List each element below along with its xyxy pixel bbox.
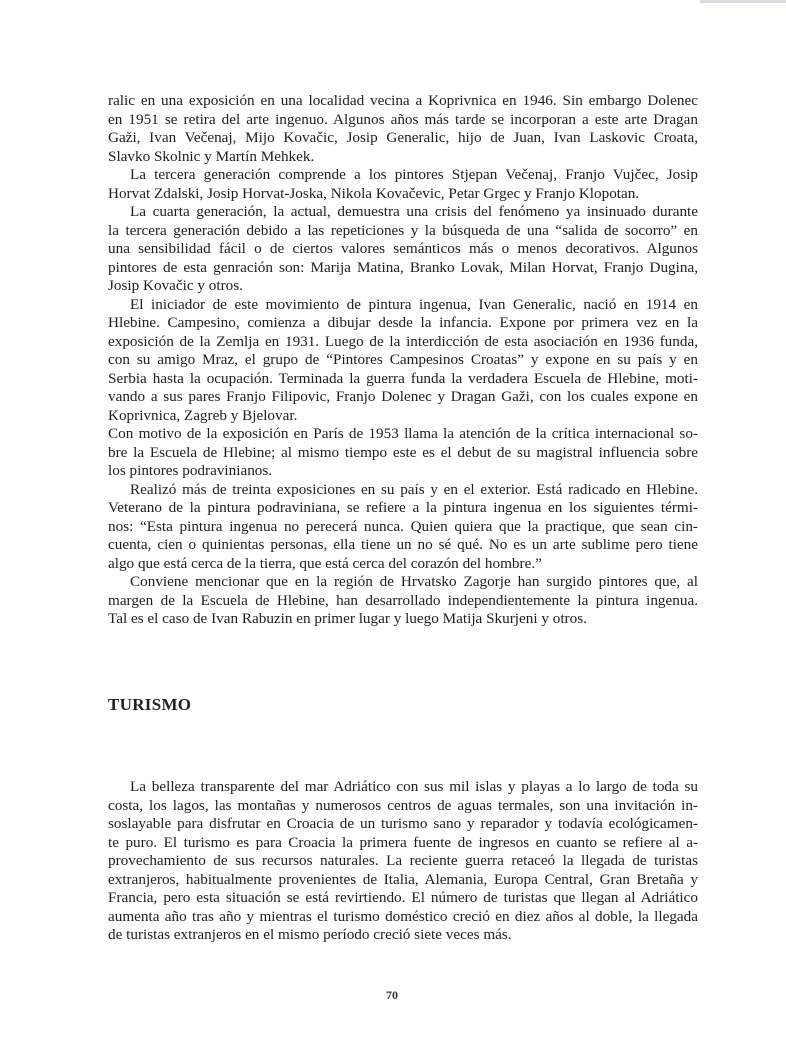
text-line: Josip Kovačic y otros. bbox=[108, 277, 243, 294]
text-line: cuenta, cien o quinientas personas, ella tiene un no sé qué. No es un arte sublime pero tiene bbox=[108, 536, 698, 553]
text-line: El iniciador de este movimiento de pintura ingenua, Ivan Generalic, nació en 1914 en bbox=[130, 295, 698, 313]
text-line: Gaži, Ivan Večenaj, Mijo Kovačic, Josip Generalic, hijo de Juan, Ivan Laskovic Croata, bbox=[108, 129, 698, 146]
text-line: en 1951 se retira del arte ingenuo. Algunos años más tarde se incorporan a este arte Dragan bbox=[108, 110, 698, 128]
text-line: la tercera generación debido a las repeticiones y la búsqueda de una “salida de socorro” en bbox=[108, 221, 698, 239]
text-line: Veterano de la pintura podraviniana, se refiere a la pintura ingenua en los siguientes térmi- bbox=[108, 499, 698, 516]
text-line: vando a sus pares Franjo Filipovic, Franjo Dolenec y Dragan Gaži, con los cuales expone en bbox=[108, 388, 698, 405]
text-line: Tal es el caso de Ivan Rabuzin en primer lugar y luego Matija Skurjeni y otros. bbox=[108, 610, 587, 627]
text-line: pintores de esta genración son: Marija Matina, Branko Lovak, Milan Horvat, Franjo Dugina, bbox=[108, 258, 698, 276]
text-line: Horvat Zdalski, Josip Horvat-Joska, Nikola Kovačevic, Petar Grgec y Franjo Klopotan. bbox=[108, 184, 640, 202]
page-number: 70 bbox=[386, 988, 398, 1002]
text-line: te puro. El turismo es para Croacia la primera fuente de ingresos en cuanto se refiere al a- bbox=[108, 833, 698, 851]
text-line: extranjeros, habitualmente provenientes de Italia, Alemania, Europa Central, Gran Bretaña y bbox=[108, 870, 698, 888]
text-line: Serbia hasta la ocupación. Terminada la guerra funda la verdadera Escuela de Hlebine, moti- bbox=[108, 369, 698, 387]
text-line: Conviene mencionar que en la región de Hrvatsko Zagorje han surgido pintores que, al bbox=[130, 573, 698, 590]
text-line: La belleza transparente del mar Adriático con sus mil islas y playas a lo largo de toda su bbox=[130, 778, 698, 795]
text-line: Francia, pero esta situación se está revirtiendo. El número de turistas que llegan al Adriático bbox=[108, 889, 698, 906]
text-line: Slavko Skolnic y Martín Mehkek. bbox=[108, 147, 315, 165]
text-line: los pintores podravinianos. bbox=[108, 462, 273, 479]
text-line: algo que está cerca de la tierra, que está cerca del corazón del hombre.” bbox=[108, 554, 542, 572]
text-line: Koprivnica, Zagreb y Bjelovar. bbox=[108, 406, 298, 424]
text-line: con su amigo Mraz, el grupo de “Pintores Campesinos Croatas” y expone en su país y en bbox=[108, 351, 698, 368]
text-line: La cuarta generación, la actual, demuestra una crisis del fenómeno ya insinuado durante bbox=[130, 203, 698, 220]
body-text-section-1 bbox=[108, 92, 698, 629]
text-line: exposición de la Zemlja en 1931. Luego de la interdicción de esta asociación en 1936 funda, bbox=[108, 332, 698, 350]
text-line: La tercera generación comprende a los pintores Stjepan Večenaj, Franjo Vujčec, Josip bbox=[130, 166, 698, 183]
text-line: soslayable para disfrutar en Croacia de un turismo sano y reparador y todavía ecológicamen- bbox=[108, 815, 698, 832]
text-line: margen de la Escuela de Hlebine, han desarrollado independientemente la pintura ingenua. bbox=[108, 591, 698, 609]
section-heading: TURISMO bbox=[108, 695, 192, 714]
text-line: Realizó más de treinta exposiciones en su país y en el exterior. Está radicado en Hlebine. bbox=[130, 480, 698, 498]
scan-edge bbox=[700, 0, 786, 3]
text-line: costa, los lagos, las montañas y numerosos centros de aguas termales, son una invitación in- bbox=[108, 796, 698, 814]
text-line: Con motivo de la exposición en París de 1953 llama la atención de la crítica internacional so- bbox=[108, 425, 698, 442]
text-line: bre la Escuela de Hlebine; al mismo tiempo este es el debut de su magistral influencia sobre bbox=[108, 443, 698, 461]
text-line: Hlebine. Campesino, comienza a dibujar desde la infancia. Expone por primera vez en la bbox=[108, 314, 698, 331]
text-line: de turistas extranjeros en el mismo período creció siete veces más. bbox=[108, 926, 512, 943]
text-line: aumenta año tras año y mientras el turismo doméstico creció en diez años al doble, la llegada bbox=[108, 907, 698, 925]
text-line: nos: “Esta pintura ingenua no perecerá nunca. Quien quiera que la practique, que sean cin- bbox=[108, 517, 698, 535]
text-line: ralic en una exposición en una localidad vecina a Koprivnica en 1946. Sin embargo Dolenec bbox=[108, 92, 698, 109]
body-text-section-2 bbox=[108, 778, 698, 945]
text-line: provechamiento de sus recursos naturales. La reciente guerra retaceó la llegada de turistas bbox=[108, 852, 698, 869]
text-line: una sensibilidad fácil o de ciertos valores semánticos más o menos decorativos. Algunos bbox=[108, 240, 698, 257]
